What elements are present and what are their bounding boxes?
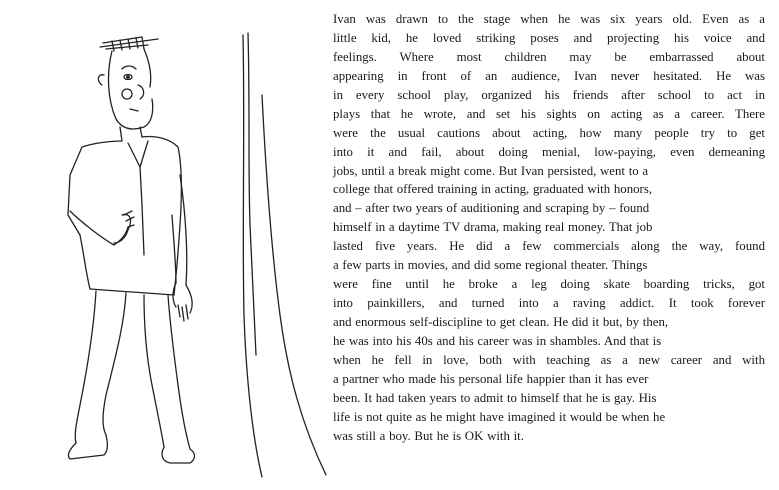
story-line: into painkillers, and turned into a raving addict. It took forever [333, 296, 765, 311]
hair [100, 37, 158, 51]
story-line: when he fell in love, both with teaching as a new career and with [333, 352, 765, 367]
man-leaning-on-tree-drawing [40, 15, 330, 480]
story-line: appearing in front of an audience, Ivan never hesitated. He was [333, 68, 765, 83]
story-line: Ivan was drawn to the stage when he was six years old. Even as a [333, 12, 765, 26]
story-line: he was into his 40s and his career was in shambles. And that is [333, 333, 662, 348]
story-line: himself in a daytime TV drama, making real money. That job [333, 220, 653, 235]
legs [75, 291, 190, 449]
feet [68, 435, 194, 463]
story-line: were fine until he broke a leg doing skate boarding tricks, got [333, 277, 765, 292]
story-line: were the usual cautions about acting, how many people try to get [333, 125, 765, 140]
right-arm [172, 175, 192, 321]
story-line: life is not quite as he might have imagined it would be when he [333, 409, 666, 424]
story-line: and enormous self-discipline to get clean. He did it but, by then, [333, 315, 669, 329]
story-line: feelings. Where most children may be embarrassed about [333, 49, 765, 64]
story-line: a partner who made his personal life happier than it has ever [333, 371, 649, 386]
story-line: into it and fail, about doing menial, low-paying, even demeaning [333, 144, 765, 159]
story-line: lasted five years. He did a few commercials along the way, found [333, 239, 765, 254]
tree-trunk [243, 33, 326, 477]
torso [68, 136, 181, 295]
story-line: and – after two years of auditioning and scraping by – found [333, 201, 650, 216]
story-line: was still a boy. But he is OK with it. [333, 428, 524, 443]
story-line: college that offered training in acting, graduated with honors, [333, 182, 653, 197]
hand-on-chest [114, 211, 134, 245]
story-line: a few parts in movies, and did some regional theater. Things [333, 258, 648, 273]
story-line: been. It had taken years to admit to himself that he is gay. His [333, 390, 657, 405]
story-text [333, 10, 765, 446]
story-line: little kid, he loved striking poses and projecting his voice and [333, 30, 765, 45]
story-line: in every school play, organized his friends after school to act in [333, 87, 765, 102]
story-line: jobs, until a break might come. But Ivan persisted, went to a [333, 163, 649, 178]
face [98, 49, 152, 141]
story-line: plays that he wrote, and set his sights on acting as a career. There [333, 106, 765, 121]
